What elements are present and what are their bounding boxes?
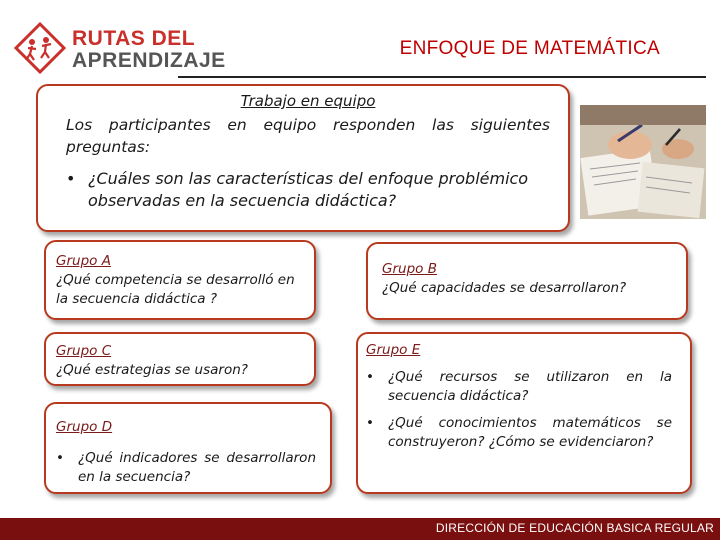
logo-emblem-icon [14, 22, 66, 74]
group-e-title: Grupo E [366, 342, 421, 358]
group-c-box [44, 332, 316, 386]
group-a-title: Grupo A [56, 253, 111, 269]
footer-bar [0, 518, 720, 540]
group-d-box [44, 402, 332, 494]
bullet-icon: • [56, 450, 64, 466]
teamwork-question [66, 168, 550, 212]
group-c-title: Grupo C [56, 343, 112, 359]
group-e-question-1 [366, 368, 672, 406]
teamwork-heading: Trabajo en equipo [240, 92, 376, 110]
group-d-question-text: ¿Qué indicadores se desarrollaron en la secuencia? [78, 450, 316, 485]
bullet-icon: • [366, 415, 374, 431]
teamwork-question-text: ¿Cuáles son las características del enfoque problémico observadas en la secuencia didáctica? [88, 169, 529, 210]
group-d-question [56, 449, 316, 487]
group-a-box [44, 240, 316, 320]
group-c-question: ¿Qué estrategias se usaron? [56, 362, 248, 378]
logo-text [72, 28, 226, 72]
teamwork-box [36, 84, 570, 232]
logo [14, 22, 226, 78]
group-e-question-2 [366, 414, 672, 452]
group-b-title: Grupo B [382, 261, 437, 277]
group-b-box [366, 242, 688, 320]
group-d-title: Grupo D [56, 419, 113, 435]
title-underline [178, 76, 706, 78]
logo-line1: RUTAS DEL [72, 27, 196, 50]
group-e-question-1-text: ¿Qué recursos se utilizaron en la secuencia didáctica? [388, 369, 672, 404]
group-b-question: ¿Qué capacidades se desarrollaron? [382, 280, 627, 296]
teamwork-intro: Los participantes en equipo responden las siguientes preguntas: [66, 116, 550, 156]
group-e-box [356, 332, 692, 494]
bullet-icon: • [366, 369, 374, 385]
photo-image-icon [580, 105, 706, 219]
group-a-question: ¿Qué competencia se desarrolló en la secuencia didáctica ? [56, 272, 295, 307]
logo-line2: APRENDIZAJE [72, 49, 226, 72]
bullet-icon: • [66, 169, 76, 188]
group-e-question-2-text: ¿Qué conocimientos matemáticos se construyeron? ¿Cómo se evidenciaron? [388, 415, 672, 450]
page-title: ENFOQUE DE MATEMÁTICA [399, 38, 660, 59]
people-writing-photo [580, 105, 706, 219]
footer-text: DIRECCIÓN DE EDUCACIÓN BASICA REGULAR [435, 521, 714, 535]
